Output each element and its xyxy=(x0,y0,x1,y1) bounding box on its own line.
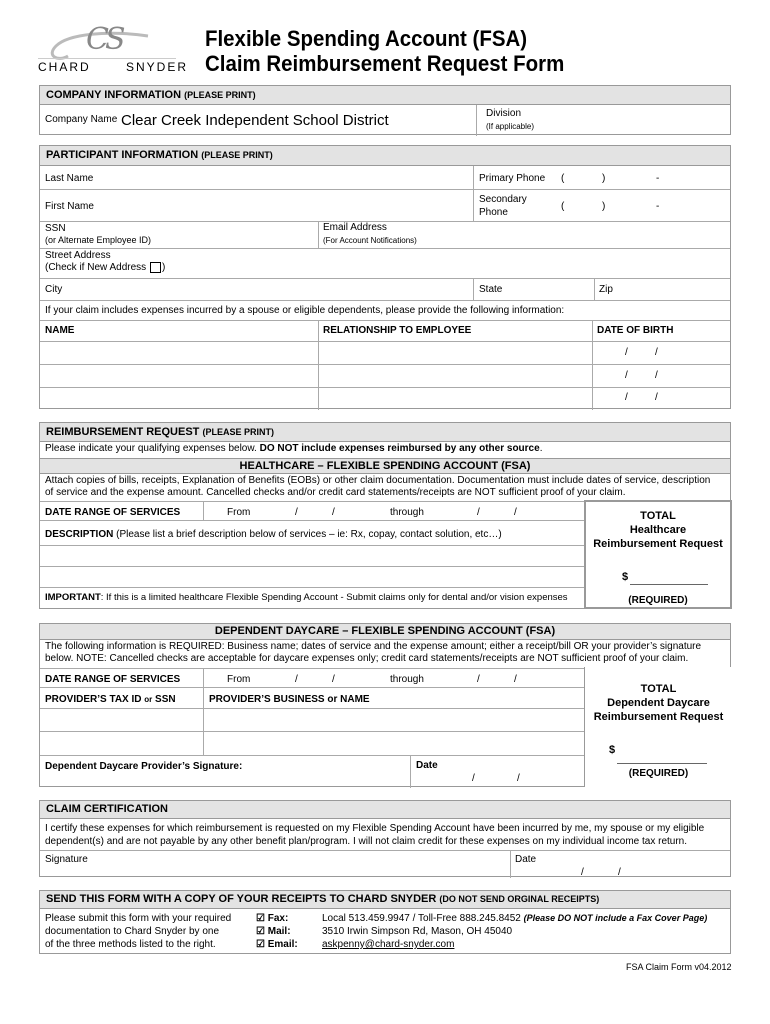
hc-total-title: Healthcare xyxy=(629,524,687,536)
email-note: (For Account Notifications) xyxy=(323,236,417,245)
reimbursement-instructions: Please indicate your qualifying expenses below. DO NOT include expenses reimbursed by any other source. xyxy=(45,443,543,454)
mail-address: 3510 Irwin Simpson Rd, Mason, OH 45040 xyxy=(322,926,513,937)
fax-method: ☑ Fax: xyxy=(256,913,289,924)
new-address-checkbox[interactable] xyxy=(150,262,161,273)
mail-method: ☑ Mail: xyxy=(256,926,291,937)
healthcare-total-box xyxy=(584,500,732,609)
company-section xyxy=(39,85,731,135)
ssn-note: (or Alternate Employee ID) xyxy=(45,235,152,245)
fax-number: Local 513.459.9947 / Toll-Free 888.245.8452 (Please DO NOT include a Fax Cover Page) xyxy=(322,913,708,924)
hc-total-dollar: $ xyxy=(622,571,629,583)
email-label: Email Address xyxy=(323,222,387,233)
col-relationship-header: RELATIONSHIP TO EMPLOYEE xyxy=(323,325,472,336)
first-name-label: First Name xyxy=(45,201,94,212)
primary-phone-label: Primary Phone xyxy=(479,173,546,184)
checkbox-checked-icon: ☑ xyxy=(256,939,265,950)
dc-tax-id-label: PROVIDER’S TAX ID or SSN xyxy=(45,694,176,705)
dc-date-slash: / xyxy=(295,674,298,685)
dc-date-slash: / xyxy=(332,674,335,685)
hc-important-note: IMPORTANT: If this is a limited healthcare Flexible Spending Account - Submit claims only for dental and/or vision expenses xyxy=(45,592,568,603)
email-link[interactable]: askpenny@chard-snyder.com xyxy=(322,939,455,950)
hc-total-amount-input[interactable] xyxy=(630,584,708,585)
daycare-instructions-2: below. NOTE: Cancelled checks are acceptable for daycare expenses only; credit card statements/receipts are NOT sufficient proof of your claim. xyxy=(45,653,689,664)
dc-through-label: through xyxy=(390,674,424,685)
dc-signature-label: Dependent Daycare Provider’s Signature: xyxy=(45,761,243,772)
hc-date-slash: / xyxy=(295,507,298,518)
participant-section xyxy=(39,145,731,409)
healthcare-header: HEALTHCARE – FLEXIBLE SPENDING ACCOUNT (FSA) xyxy=(40,458,730,474)
hc-date-range-label: DATE RANGE OF SERVICES xyxy=(45,507,181,518)
send-intro-1: Please submit this form with your required xyxy=(45,913,232,924)
certification-header: CLAIM CERTIFICATION xyxy=(40,801,730,819)
dc-from-label: From xyxy=(227,674,251,685)
reimbursement-header: REIMBURSEMENT REQUEST (PLEASE PRINT) xyxy=(40,423,730,442)
send-intro-3: of the three methods listed to the right. xyxy=(45,939,216,950)
dc-business-label: PROVIDER’S BUSINESS or NAME xyxy=(209,694,370,705)
secondary-phone-label-2: Phone xyxy=(479,207,508,218)
hc-date-slash: / xyxy=(477,507,480,518)
company-name-field[interactable]: Clear Creek Independent School District xyxy=(121,112,389,129)
street-address-label: Street Address xyxy=(45,250,111,261)
dob-slash: / xyxy=(655,370,658,381)
logo-word-left: CHARD xyxy=(38,60,91,74)
col-dob-header: DATE OF BIRTH xyxy=(597,325,674,336)
form-version: FSA Claim Form v04.2012 xyxy=(626,962,732,972)
dc-date-label: Date xyxy=(416,760,438,771)
city-label: City xyxy=(45,284,63,295)
dob-slash: / xyxy=(625,370,628,381)
hc-total-title: TOTAL xyxy=(640,510,676,522)
hc-total-title: Reimbursement Request xyxy=(593,538,723,550)
dc-sign-date-slash: / xyxy=(517,773,520,784)
dc-total-amount-input[interactable] xyxy=(617,763,707,764)
healthcare-instructions-1: Attach copies of bills, receipts, Explanation of Benefits (EOBs) or other claim documentation. Documentation must include dates of service, description xyxy=(45,475,711,486)
phone-dash: - xyxy=(656,173,660,184)
dependents-note: If your claim includes expenses incurred by a spouse or eligible dependents, please provide the following information: xyxy=(45,305,565,316)
cert-date-slash: / xyxy=(581,867,584,878)
division-label: Division xyxy=(486,108,522,119)
dc-total-dollar: $ xyxy=(609,744,616,756)
healthcare-instructions-2: of service and the expense amount. Cancelled checks and/or credit card statements/receipts are NOT sufficient proof of your claim. xyxy=(45,487,626,498)
dob-slash: / xyxy=(655,347,658,358)
secondary-phone-label-1: Secondary xyxy=(479,194,527,205)
state-label: State xyxy=(479,284,503,295)
dc-total-title: Dependent Daycare xyxy=(607,697,710,709)
send-section xyxy=(39,890,731,954)
ssn-label: SSN xyxy=(45,223,66,234)
hc-through-label: through xyxy=(390,507,424,518)
company-logo xyxy=(38,22,189,78)
company-header: COMPANY INFORMATION (PLEASE PRINT) xyxy=(40,86,730,105)
dc-total-title: TOTAL xyxy=(640,683,677,695)
checkbox-checked-icon: ☑ xyxy=(256,913,265,924)
participant-header: PARTICIPANT INFORMATION (PLEASE PRINT) xyxy=(40,146,730,166)
hc-description-label: DESCRIPTION (Please list a brief description below of services – ie: Rx, copay, contact solution, etc…) xyxy=(45,529,502,540)
dc-sign-date-slash: / xyxy=(472,773,475,784)
last-name-label: Last Name xyxy=(45,173,94,184)
dob-slash: / xyxy=(625,392,628,403)
dc-date-range-label: DATE RANGE OF SERVICES xyxy=(45,674,181,685)
phone-paren: ) xyxy=(602,173,606,184)
checkbox-checked-icon: ☑ xyxy=(256,926,265,937)
company-name-label: Company Name xyxy=(45,114,118,125)
daycare-total-box xyxy=(584,667,732,787)
hc-required: (REQUIRED) xyxy=(628,595,688,606)
phone-paren: ) xyxy=(602,201,606,212)
dc-total-title: Reimbursement Request xyxy=(593,711,724,723)
new-address-note: (Check if New Address ) xyxy=(45,262,166,274)
phone-paren: ( xyxy=(561,173,565,184)
send-intro-2: documentation to Chard Snyder by one xyxy=(45,926,219,937)
send-header: SEND THIS FORM WITH A COPY OF YOUR RECEIPTS TO CHARD SNYDER (DO NOT SEND ORGINAL RECEIPTS) xyxy=(40,891,730,909)
hc-date-slash: / xyxy=(332,507,335,518)
logo-word-right: SNYDER xyxy=(126,60,189,74)
phone-paren: ( xyxy=(561,201,565,212)
signature-label: Signature xyxy=(45,854,88,865)
certification-section xyxy=(39,800,731,877)
certification-text-2: dependent(s) and are not payable by any other benefit plan/program. I will not claim credit for these expenses on my individual income tax return. xyxy=(45,836,688,847)
dc-required: (REQUIRED) xyxy=(628,768,689,779)
daycare-header: DEPENDENT DAYCARE – FLEXIBLE SPENDING ACCOUNT (FSA) xyxy=(40,624,730,640)
cert-date-label: Date xyxy=(515,854,537,865)
email-method: ☑ Email: xyxy=(256,939,298,950)
hc-from-label: From xyxy=(227,507,251,518)
dc-date-slash: / xyxy=(514,674,517,685)
dob-slash: / xyxy=(625,347,628,358)
dob-slash: / xyxy=(655,392,658,403)
daycare-instructions-1: The following information is REQUIRED: Business name; dates of service and the expense amount; either a receipt/bill OR your provider’s signature xyxy=(45,641,702,652)
col-name-header: NAME xyxy=(45,325,75,336)
phone-dash: - xyxy=(656,201,660,212)
page-title-line1: Flexible Spending Account (FSA) xyxy=(205,26,528,51)
hc-date-slash: / xyxy=(514,507,517,518)
zip-label: Zip xyxy=(599,284,613,295)
page-title-line2: Claim Reimbursement Request Form xyxy=(205,51,565,76)
certification-text-1: I certify these expenses for which reimbursement is requested on my Flexible Spending Account have been incurred by me, my spouse or my eligible xyxy=(45,823,705,834)
division-note: (If applicable) xyxy=(486,122,535,131)
logo-initials: CS xyxy=(86,22,122,57)
cert-date-slash: / xyxy=(618,867,621,878)
dc-date-slash: / xyxy=(477,674,480,685)
logo-rule xyxy=(38,58,176,59)
